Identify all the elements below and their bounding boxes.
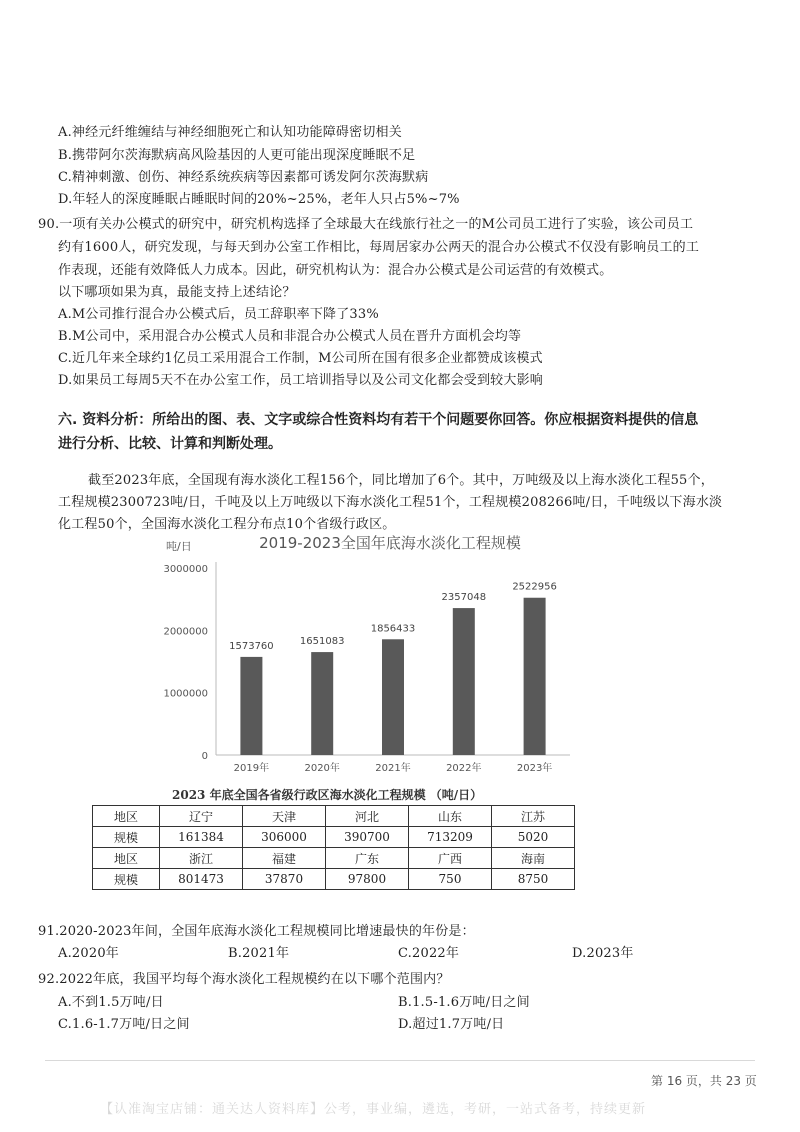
bar-value-label: 1573760 <box>229 640 274 652</box>
q90-option-c: C.近几年来全球约1亿员工采用混合工作制，M公司所在国有很多企业都赞成该模式 <box>58 351 543 366</box>
q90-stem-line-2: 约有1600人，研究发现，与每天到办公室工作相比，每周居家办公两天的混合办公模式不仅没有影响员工的工 <box>58 240 700 255</box>
chart-plot-area <box>163 562 570 774</box>
material-line-1: 截至2023年底，全国现有海水淡化工程156个，同比增加了6个。其中，万吨级及以上海水淡化工程55个， <box>88 473 714 488</box>
province-scale-table <box>92 805 575 890</box>
table-row <box>93 848 575 869</box>
table-row-header: 规模 <box>93 827 160 848</box>
bar-value-label: 2357048 <box>441 592 487 604</box>
q92-option-d: D.超过1.7万吨/日 <box>398 1017 505 1032</box>
q90-option-d: D.如果员工每周5天不在办公室工作，员工培训指导以及公司文化都会受到较大影响 <box>58 373 543 388</box>
q89-option-b: B.携带阿尔茨海默病高风险基因的人更可能出现深度睡眠不足 <box>58 148 416 163</box>
table-row-header: 地区 <box>93 806 160 827</box>
chart-title: 2019-2023全国年底海水淡化工程规模 <box>259 534 521 552</box>
y-axis-unit: 吨/日 <box>166 540 192 553</box>
q90-stem-line-1: 90.一项有关办公模式的研究中，研究机构选择了全球最大在线旅行社之一的M公司员工进行了实验，该公司员工 <box>38 217 694 232</box>
bar-value-label: 2522956 <box>512 581 557 593</box>
x-tick-label: 2019年 <box>233 763 270 774</box>
table-cell: 广西 <box>409 848 492 869</box>
table-cell: 161384 <box>160 827 243 848</box>
bar <box>453 608 475 755</box>
table-cell: 江苏 <box>492 806 575 827</box>
bar-value-label: 1856433 <box>370 623 416 635</box>
watermark-text: 【认准淘宝店铺：通关达人资料库】公考，事业编，遴选，考研，一站式备考，持续更新 <box>100 1102 647 1117</box>
table-cell: 海南 <box>492 848 575 869</box>
table-row <box>93 869 575 890</box>
table-cell: 天津 <box>243 806 326 827</box>
bar <box>382 639 404 755</box>
q91-option-a: A.2020年 <box>58 946 120 961</box>
q91-option-b: B.2021年 <box>228 946 290 961</box>
table-row <box>93 827 575 848</box>
table-row-header: 规模 <box>93 869 160 890</box>
table-cell: 713209 <box>409 827 492 848</box>
table-cell: 8750 <box>492 869 575 890</box>
table-cell: 801473 <box>160 869 243 890</box>
bar <box>524 598 546 755</box>
table-cell: 河北 <box>326 806 409 827</box>
table-cell: 山东 <box>409 806 492 827</box>
table-cell: 广东 <box>326 848 409 869</box>
y-tick-label: 2000000 <box>163 626 208 638</box>
q89-option-a: A.神经元纤维缠结与神经细胞死亡和认知功能障碍密切相关 <box>58 125 402 140</box>
x-tick-label: 2022年 <box>446 763 482 774</box>
x-tick-label: 2020年 <box>304 763 340 774</box>
y-tick-label: 1000000 <box>163 688 208 700</box>
table-cell: 福建 <box>243 848 326 869</box>
table-cell: 390700 <box>326 827 409 848</box>
bar <box>240 657 262 755</box>
table-cell: 750 <box>409 869 492 890</box>
bar-value-label: 1651083 <box>299 636 345 648</box>
table-row <box>93 806 575 827</box>
x-tick-label: 2023年 <box>516 763 553 774</box>
table-cell: 97800 <box>326 869 409 890</box>
bar-chart <box>160 530 580 790</box>
q92-option-a: A.不到1.5万吨/日 <box>58 995 164 1010</box>
y-tick-label: 0 <box>201 751 208 762</box>
q90-question: 以下哪项如果为真，最能支持上述结论？ <box>58 285 296 300</box>
q92-option-c: C.1.6-1.7万吨/日之间 <box>58 1017 190 1032</box>
page-number: 第 16 页，共 23 页 <box>651 1074 757 1088</box>
x-tick-label: 2021年 <box>375 763 411 774</box>
q89-option-c: C.精神刺激、创伤、神经系统疾病等因素都可诱发阿尔茨海默病 <box>58 170 429 185</box>
table-cell: 37870 <box>243 869 326 890</box>
section-heading-line-1: 六. 资料分析：所给出的图、表、文字或综合性资料均有若干个问题要你回答。你应根据资料提供的信息 <box>58 412 699 428</box>
table-caption: 2023 年底全国各省级行政区海水淡化工程规模 （吨/日） <box>172 788 483 802</box>
footer-divider <box>45 1060 755 1061</box>
section-heading-line-2: 进行分析、比较、计算和判断处理。 <box>58 436 282 452</box>
table-cell: 浙江 <box>160 848 243 869</box>
material-line-2: 工程规模2300723吨/日，千吨及以上万吨级以下海水淡化工程51个，工程规模208266吨/日，千吨级以下海水淡 <box>58 495 723 510</box>
table-row-header: 地区 <box>93 848 160 869</box>
q91-option-d: D.2023年 <box>572 946 634 961</box>
q91-stem: 91.2020-2023年间，全国年底海水淡化工程规模同比增速最快的年份是： <box>38 924 475 939</box>
material-line-3: 化工程50个，全国海水淡化工程分布点10个省级行政区。 <box>58 517 396 532</box>
q91-option-c: C.2022年 <box>398 946 460 961</box>
q92-stem: 92.2022年底，我国平均每个海水淡化工程规模约在以下哪个范围内？ <box>38 972 450 987</box>
y-tick-label: 3000000 <box>163 564 208 575</box>
q92-option-b: B.1.5-1.6万吨/日之间 <box>398 995 530 1010</box>
q90-stem-line-3: 作表现，还能有效降低人力成本。因此，研究机构认为：混合办公模式是公司运营的有效模式。 <box>58 263 613 278</box>
q90-option-a: A.M公司推行混合办公模式后，员工辞职率下降了33% <box>58 307 379 322</box>
table-cell: 306000 <box>243 827 326 848</box>
bar <box>311 652 333 755</box>
table-cell: 5020 <box>492 827 575 848</box>
q89-option-d: D.年轻人的深度睡眠占睡眠时间的20%~25%，老年人只占5%~7% <box>58 192 460 207</box>
q90-option-b: B.M公司中，采用混合办公模式人员和非混合办公模式人员在晋升方面机会均等 <box>58 329 522 344</box>
table-cell: 辽宁 <box>160 806 243 827</box>
